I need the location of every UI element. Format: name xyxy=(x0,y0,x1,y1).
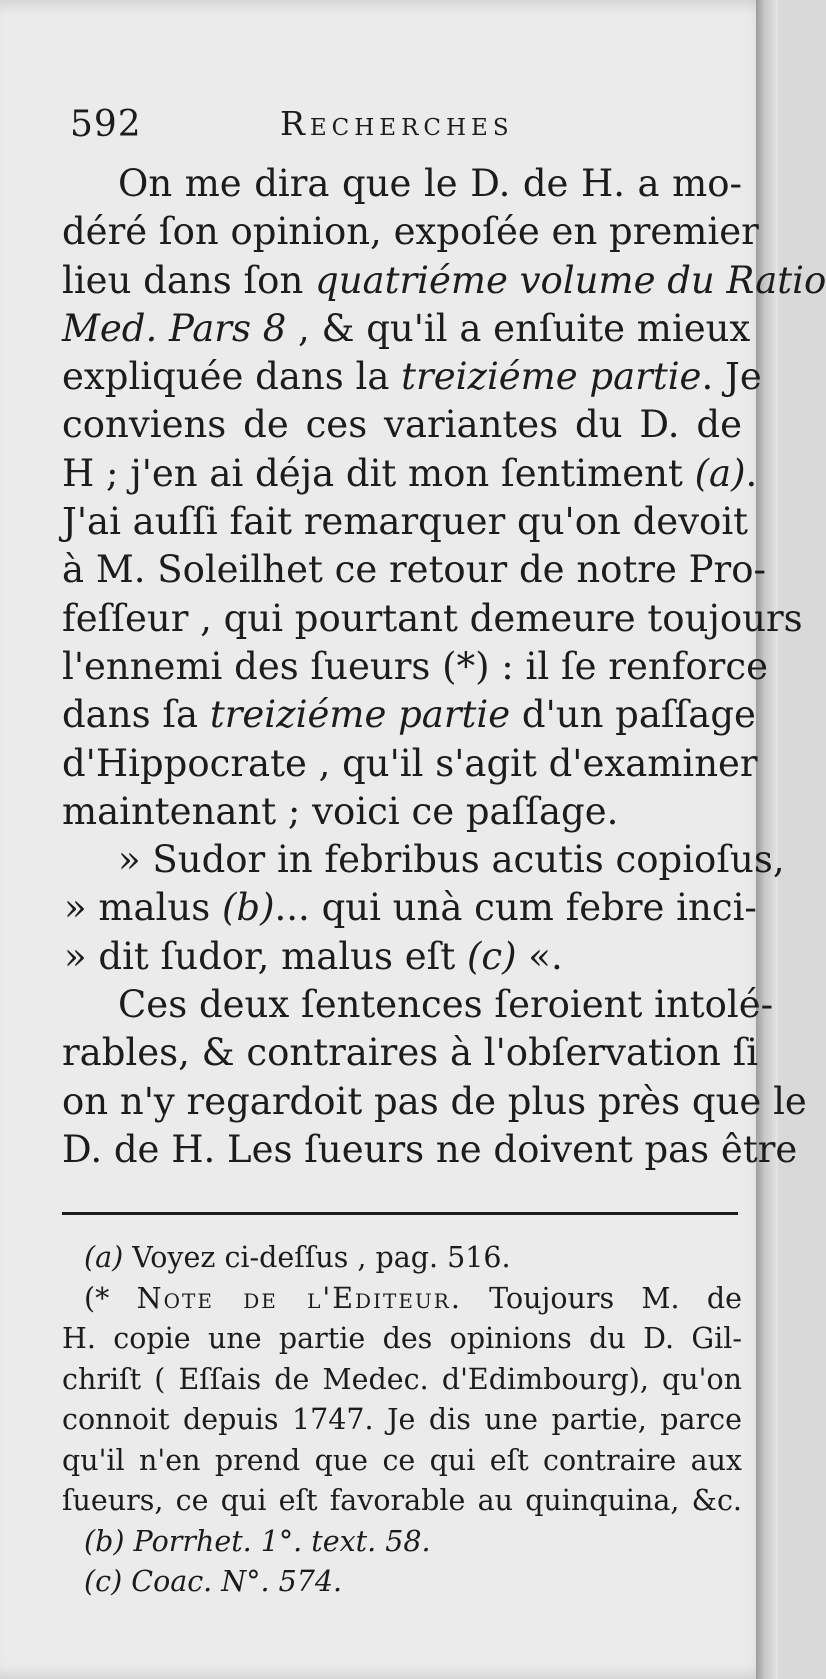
text-line: lieu dans ſon quatriéme volume du Ratio xyxy=(62,258,826,302)
quote-line: » malus (b)... qui unà cum febre inci- xyxy=(64,886,757,930)
text-line: H ; j'en ai déja dit mon ſentiment (a). xyxy=(62,451,758,495)
text-line: expliquée dans la treiziéme partie. Je xyxy=(62,355,762,399)
page-header xyxy=(70,104,610,154)
footnote-editor-line: H. copie une partie des opinions du D. Gil- xyxy=(62,1322,742,1355)
text-line: rables, & contraires à l'obſervation ſi xyxy=(62,1031,759,1075)
text-line: dans ſa treiziéme partie d'un paſſage xyxy=(62,693,756,737)
text-line: feſſeur , qui pourtant demeure toujours xyxy=(62,596,803,640)
text-line: J'ai auſſi fait remarquer qu'on devoit xyxy=(62,500,749,544)
running-head: Recherches xyxy=(280,104,514,143)
text-line: d'Hippocrate , qu'il s'agit d'examiner xyxy=(62,741,758,785)
footnote-editor-line: ſueurs, ce qui eſt favorable au quinquina, &c. xyxy=(62,1484,742,1517)
quote-line: » dit ſudor, malus eſt (c) «. xyxy=(64,934,563,978)
text-line: maintenant ; voici ce paſſage. xyxy=(62,789,619,833)
footnote-c: (c) Coac. N°. 574. xyxy=(84,1565,343,1598)
text-line: à M. Soleilhet ce retour de notre Pro- xyxy=(62,548,767,592)
footnotes xyxy=(62,1238,742,1603)
text-line: déré ſon opinion, expoſée en premier xyxy=(62,210,759,254)
footnote-a: (a) Voyez ci-deſſus , pag. 516. xyxy=(84,1241,511,1274)
quote-line: » Sudor in febribus acutis copioſus, xyxy=(118,838,785,882)
text-line: Med. Pars 8 , & qu'il a enſuite mieux xyxy=(62,306,751,350)
text-line: l'ennemi des ſueurs (*) : il ſe renforce xyxy=(62,644,768,688)
page-number: 592 xyxy=(70,104,142,145)
footnote-editor-line: chriſt ( Eſſais de Medec. d'Edimbourg), qu'on xyxy=(62,1362,742,1396)
text-line: D. de H. Les ſueurs ne doivent pas être xyxy=(62,1127,798,1171)
text-line: conviens de ces variantes du D. de xyxy=(62,403,742,447)
text-line: on n'y regardoit pas de plus près que le xyxy=(62,1079,807,1123)
footnote-editor: (* Note de l'Editeur. Toujours M. de xyxy=(84,1281,742,1315)
footnote-editor-line: qu'il n'en prend que ce qui eſt contraire aux xyxy=(62,1443,742,1477)
footnote-editor-line: connoit depuis 1747. Je dis une partie, parce xyxy=(62,1403,742,1436)
text-line: Ces deux ſentences ſeroient intolé- xyxy=(118,983,774,1027)
text-line: On me dira que le D. de H. a mo- xyxy=(118,162,742,205)
body-text xyxy=(62,160,826,1174)
footnote-rule xyxy=(62,1212,738,1215)
footnote-b: (b) Porrhet. 1°. text. 58. xyxy=(84,1524,431,1558)
